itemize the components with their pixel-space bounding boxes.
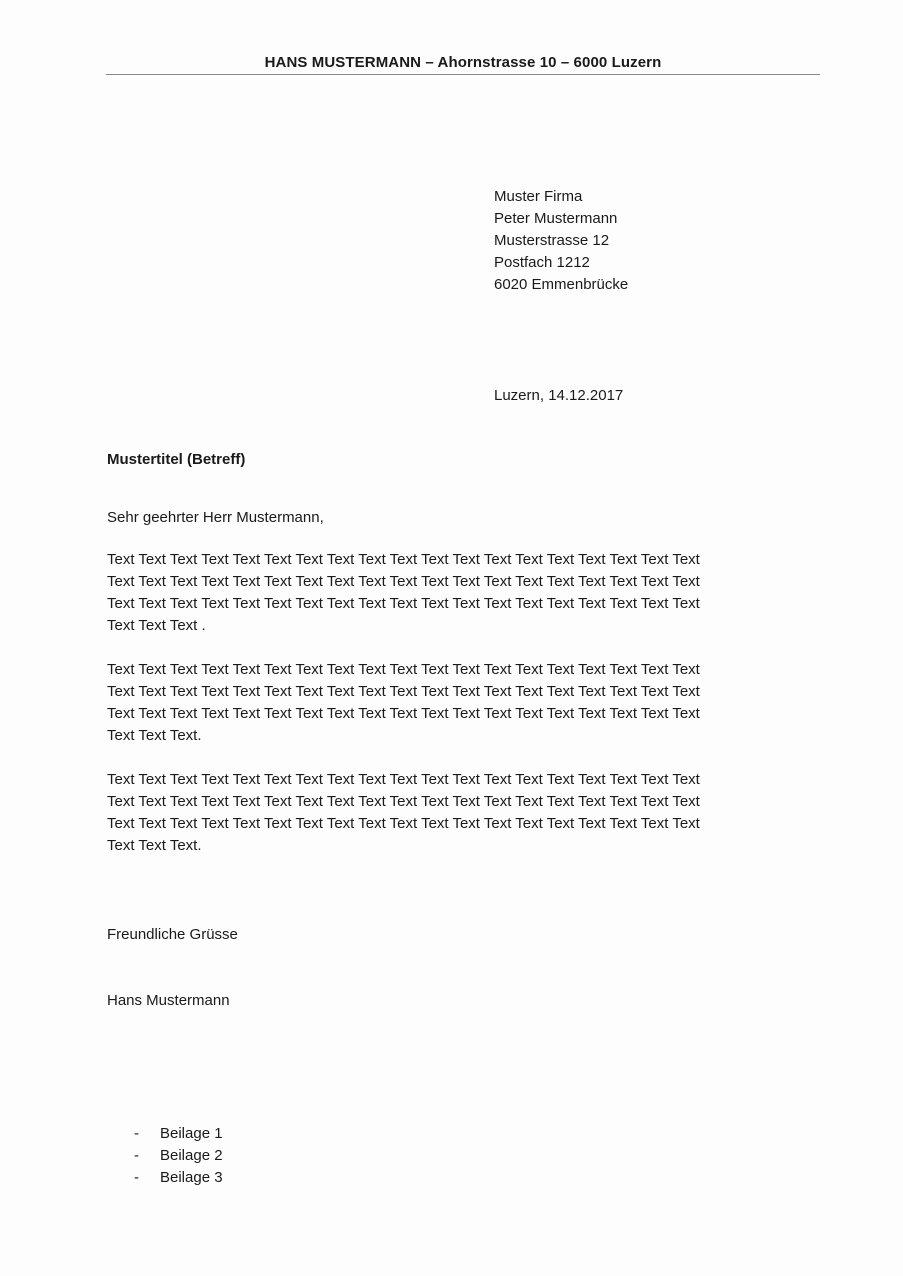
list-dash: -	[134, 1169, 139, 1186]
body-paragraph-3	[107, 769, 823, 857]
paragraph-line: Text Text Text.	[107, 837, 202, 854]
enclosure-label: Beilage 2	[160, 1147, 223, 1164]
enclosure-list	[134, 1123, 223, 1189]
paragraph-line: Text Text Text Text Text Text Text Text Text Text Text Text Text Text Text Text Text Text Text	[107, 705, 700, 722]
paragraph-line: Text Text Text Text Text Text Text Text Text Text Text Text Text Text Text Text Text Text Text	[107, 683, 700, 700]
recipient-address	[494, 186, 628, 296]
paragraph-line: Text Text Text Text Text Text Text Text Text Text Text Text Text Text Text Text Text Text Text	[107, 595, 700, 612]
letterhead: HANS MUSTERMANN – Ahornstrasse 10 – 6000 Luzern	[264, 54, 662, 71]
enclosure-item	[134, 1123, 223, 1145]
paragraph-line: Text Text Text Text Text Text Text Text Text Text Text Text Text Text Text Text Text Text Text	[107, 793, 700, 810]
paragraph-line: Text Text Text Text Text Text Text Text Text Text Text Text Text Text Text Text Text Text Text	[107, 573, 700, 590]
letter-subject: Mustertitel (Betreff)	[107, 451, 246, 468]
enclosure-label: Beilage 3	[160, 1169, 223, 1186]
paragraph-line: Text Text Text Text Text Text Text Text Text Text Text Text Text Text Text Text Text Text Text	[107, 771, 700, 788]
recipient-name: Peter Mustermann	[494, 210, 618, 227]
list-dash: -	[134, 1125, 139, 1142]
list-dash: -	[134, 1147, 139, 1164]
paragraph-line: Text Text Text Text Text Text Text Text Text Text Text Text Text Text Text Text Text Text Text	[107, 815, 700, 832]
recipient-street: Musterstrasse 12	[494, 232, 610, 249]
paragraph-line: Text Text Text Text Text Text Text Text Text Text Text Text Text Text Text Text Text Text Text	[107, 551, 700, 568]
body-paragraph-1	[107, 549, 823, 637]
paragraph-line: Text Text Text.	[107, 727, 202, 744]
header-divider	[106, 74, 820, 75]
recipient-company: Muster Firma	[494, 188, 583, 205]
signature-name: Hans Mustermann	[107, 992, 230, 1009]
recipient-po-box: Postfach 1212	[494, 254, 590, 271]
enclosure-label: Beilage 1	[160, 1125, 223, 1142]
paragraph-line: Text Text Text Text Text Text Text Text Text Text Text Text Text Text Text Text Text Text Text	[107, 661, 700, 678]
paragraph-line: Text Text Text .	[107, 617, 206, 634]
letter-date: Luzern, 14.12.2017	[494, 387, 624, 404]
recipient-city: 6020 Emmenbrücke	[494, 276, 629, 293]
closing-phrase: Freundliche Grüsse	[107, 926, 238, 943]
enclosure-item	[134, 1145, 223, 1167]
body-paragraph-2	[107, 659, 823, 747]
enclosure-item	[134, 1167, 223, 1189]
salutation: Sehr geehrter Herr Mustermann,	[107, 509, 324, 526]
